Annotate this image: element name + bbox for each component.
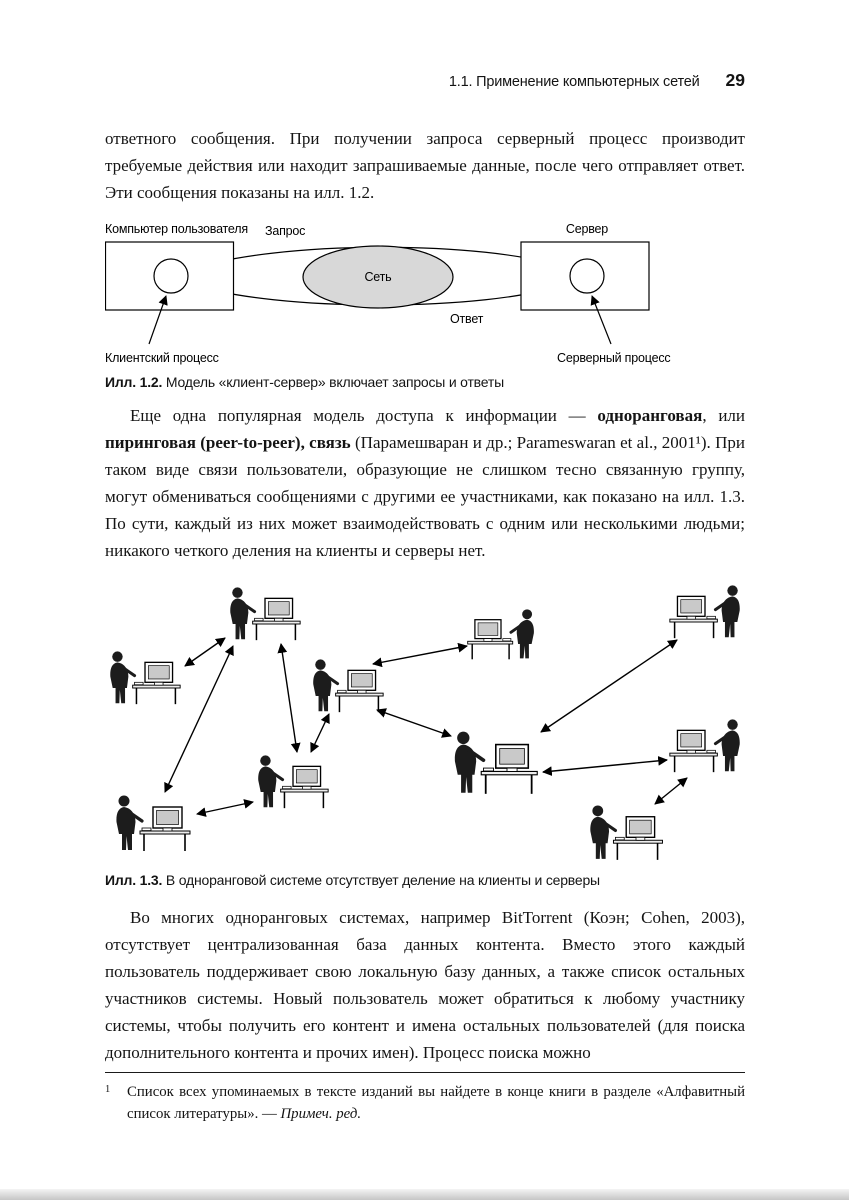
network-ellipse: [303, 246, 453, 308]
response-label: Ответ: [450, 312, 484, 326]
body-paragraph-1: ответного сообщения. При получении запроса серверный процесс производит требуемые действия или находит запрашиваемые данные, после чего отправляет ответ. Эти сообщения показаны на илл. 1.2.: [105, 129, 745, 202]
figure-1-3-caption-label: Илл. 1.3.: [105, 872, 163, 888]
server-label: Сервер: [565, 222, 609, 236]
p2-text-3: (Парамешваран и др.; Parameswaran et al., 2001¹). При таком виде связи пользователи, образующие не слишком тесно связанную группу, могут обмениваться сообщениями с другими ее участниками, как показано на илл. 1.3. По сути, каждый из них может взаимодействовать с одним или несколькими людьми; никакого четкого деления на клиенты и серверы нет.: [105, 433, 745, 560]
figure-peer-to-peer: [105, 580, 745, 868]
p2p-arrow: [373, 646, 467, 664]
user-computer-box: [106, 242, 234, 310]
network-label: Сеть: [364, 270, 392, 284]
p2-text-1: Еще одна популярная модель доступа к информации —: [130, 406, 598, 425]
peer-node-top-left: [230, 587, 300, 640]
body-paragraph-3: Во многих одноранговых системах, например BitTorrent (Коэн; Cohen, 2003), отсутствует централизованная база данных контента. Вместо этого каждый пользователь поддерживает свою локальную базу данных, а также список остальных участников системы. Новый пользователь может обратиться к любому участнику системы, чтобы получить его контент и имена остальных пользователей (для поиска дополнительного контента и прочих имен). Процесс поиска можно: [105, 908, 745, 1062]
footnote-text-main: Список всех упоминаемых в тексте изданий вы найдете в конце книги в разделе «Алфавитный список литературы». —: [127, 1084, 745, 1122]
peer-node-right: [670, 719, 740, 772]
figure-1-3-caption: [105, 872, 745, 888]
page-number: 29: [725, 70, 745, 90]
peer-node-top-middle: [468, 609, 534, 659]
peer-to-peer-diagram: [105, 580, 745, 868]
footnote-text: [127, 1082, 745, 1125]
section-title: 1.1. Применение компьютерных сетей: [448, 74, 700, 90]
p2p-arrow: [165, 646, 233, 792]
p2-text-2: , или: [702, 406, 745, 425]
client-process-circle: [154, 259, 188, 293]
peer-nodes: [110, 585, 739, 859]
figure-1-2-caption-text: Модель «клиент-сервер» включает запросы и ответы: [162, 374, 504, 390]
p2p-links: [165, 638, 687, 814]
peer-node-center: [313, 659, 383, 712]
figure-1-3-caption-text: В одноранговой системе отсутствует деление на клиенты и серверы: [162, 872, 600, 888]
peer-node-bottom-center: [455, 732, 537, 794]
client-process-label: Клиентский процесс: [105, 351, 219, 365]
peer-node-bottom-left: [116, 796, 190, 852]
server-box: [521, 242, 649, 310]
figure-client-server: [105, 222, 745, 370]
footnote: [105, 1082, 745, 1125]
p2p-arrow: [655, 778, 687, 804]
client-server-diagram: [105, 222, 745, 370]
footnote-text-italic: Примеч. ред.: [280, 1105, 362, 1122]
user-computer-label: Компьютер пользователя: [105, 222, 248, 236]
peer-node-bottom-right: [590, 805, 662, 859]
p2p-arrow: [543, 760, 667, 772]
p2p-arrow: [185, 638, 225, 666]
page-bottom-edge: [0, 1189, 849, 1200]
body-paragraph-2: [105, 402, 745, 564]
peer-node-left: [110, 651, 180, 704]
p2p-arrow: [281, 644, 297, 752]
footnote-marker: 1: [105, 1084, 111, 1095]
p2p-arrow: [311, 714, 329, 752]
footnote-block: [105, 1072, 745, 1125]
figure-1-2-caption-label: Илл. 1.2.: [105, 374, 163, 390]
figure-1-2-caption: [105, 374, 745, 390]
request-label: Запрос: [265, 224, 306, 238]
server-process-circle: [570, 259, 604, 293]
peer-node-bottom-center-left: [258, 755, 328, 808]
server-process-label: Серверный процесс: [557, 351, 671, 365]
p2-bold-peer: одноранговая: [597, 406, 703, 425]
p2p-arrow: [541, 640, 677, 732]
p2-bold-p2p: пиринговая (peer-to-peer), связь: [105, 433, 351, 452]
p2p-arrow: [197, 802, 253, 814]
running-head: [105, 70, 745, 91]
peer-node-top-right: [670, 585, 740, 638]
p2p-arrow: [377, 710, 451, 736]
